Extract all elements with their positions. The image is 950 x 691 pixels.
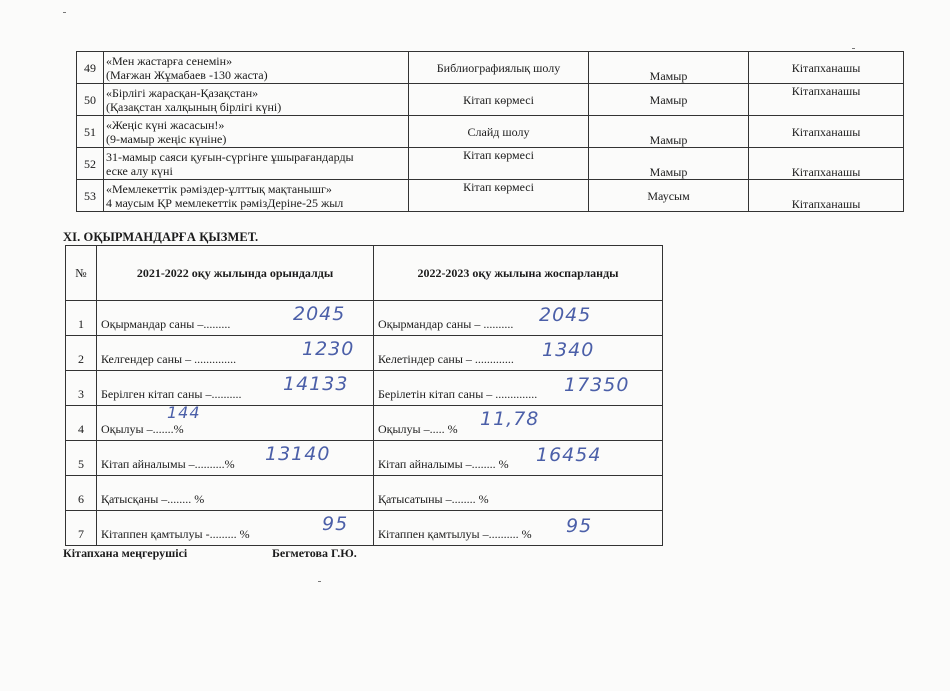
scan-speck (852, 48, 855, 49)
event-type: Слайд шолу (409, 116, 589, 148)
event-month: Маусым (589, 180, 749, 212)
handwritten-value: 95 (322, 513, 349, 535)
events-table (76, 51, 904, 212)
planned-cell (374, 511, 663, 546)
event-title: 31-мамыр саяси қуғын-сүргінге ұшырағандарды еске алу күні (104, 148, 409, 180)
planned-cell (374, 441, 663, 476)
handwritten-value: 1230 (302, 338, 355, 360)
done-label: Берілген кітап саны –.......... (101, 387, 242, 401)
reader-service-table (65, 245, 663, 546)
event-type: Кітап көрмесі (409, 84, 589, 116)
row-number: 49 (77, 52, 104, 84)
planned-label: Келетіндер саны – ............. (378, 352, 514, 366)
row-number: 50 (77, 84, 104, 116)
event-title: «Мен жастарға сенемін» (Мағжан Жұмабаев -130 жаста) (104, 52, 409, 84)
row-number: 52 (77, 148, 104, 180)
planned-cell (374, 301, 663, 336)
event-month: Мамыр (589, 116, 749, 148)
table-row (66, 371, 663, 406)
handwritten-value: 14133 (283, 373, 349, 395)
done-label: Кітап айналымы –..........% (101, 457, 235, 471)
event-month: Мамыр (589, 52, 749, 84)
column-header-planned: 2022-2023 оқу жылына жоспарланды (374, 246, 663, 301)
done-label: Оқырмандар саны –......... (101, 317, 231, 331)
row-number: 51 (77, 116, 104, 148)
scan-speck (63, 12, 66, 13)
row-number: 6 (66, 476, 97, 511)
done-cell (97, 403, 374, 441)
table-row (66, 476, 663, 511)
event-title: «Бірлігі жарасқан-Қазақстан» (Қазақстан халқының бірлігі күні) (104, 84, 409, 116)
handwritten-value: 144 (167, 403, 201, 422)
planned-cell (374, 476, 663, 511)
table-row (77, 116, 904, 148)
done-cell (97, 371, 374, 406)
column-header-done: 2021-2022 оқу жылында орындалды (97, 246, 374, 301)
table-row (77, 148, 904, 180)
handwritten-value: 2045 (293, 303, 346, 325)
event-type: Кітап көрмесі (409, 180, 589, 212)
table-row (66, 406, 663, 441)
column-header-number: № (66, 246, 97, 301)
handwritten-value: 11,78 (480, 408, 540, 430)
done-cell (97, 476, 374, 511)
planned-label: Кітаппен қамтылуы –.......... % (378, 527, 532, 541)
planned-label: Берілетін кітап саны – .............. (378, 387, 538, 401)
scan-speck (318, 581, 321, 582)
row-number: 3 (66, 371, 97, 406)
done-label: Кітаппен қамтылуы -......... % (101, 527, 250, 541)
section-title: XI. ОҚЫРМАНДАРҒА ҚЫЗМЕТ. (63, 230, 259, 244)
event-responsible: Кітапханашы (749, 148, 904, 180)
planned-label: Кітап айналымы –........ % (378, 457, 509, 471)
row-number: 4 (66, 406, 97, 441)
done-cell (97, 441, 374, 476)
event-type: Кітап көрмесі (409, 148, 589, 180)
row-number: 7 (66, 511, 97, 546)
done-cell (97, 336, 374, 371)
event-type: Библиографиялық шолу (409, 52, 589, 84)
table-row (66, 511, 663, 546)
planned-cell (374, 371, 663, 406)
planned-cell (374, 336, 663, 371)
row-number: 1 (66, 301, 97, 336)
event-responsible: Кітапханашы (749, 84, 904, 116)
handwritten-value: 16454 (536, 444, 602, 466)
row-number: 53 (77, 180, 104, 212)
planned-label: Оқырмандар саны – .......... (378, 317, 514, 331)
table-row (66, 301, 663, 336)
planned-cell (374, 406, 663, 441)
done-label: Келгендер саны – .............. (101, 352, 237, 366)
table-row (66, 441, 663, 476)
handwritten-value: 17350 (564, 374, 630, 396)
handwritten-value: 95 (566, 515, 593, 537)
planned-label: Қатысатыны –........ % (378, 492, 489, 506)
done-label: Қатысқаны –........ % (101, 492, 205, 506)
header-row (66, 246, 663, 301)
handwritten-value: 1340 (542, 339, 595, 361)
row-number: 5 (66, 441, 97, 476)
event-title: «Жеңіс күні жасасын!» (9-мамыр жеңіс күніне) (104, 116, 409, 148)
event-month: Мамыр (589, 148, 749, 180)
table-row (77, 180, 904, 212)
footer-name: Бегметова Г.Ю. (272, 546, 357, 560)
table-row (66, 336, 663, 371)
event-title: «Мемлекеттік рәміздер-ұлттық мақтанышг» 4 маусым ҚР мемлекеттік рәмізДеріне-25 жыл (104, 180, 409, 212)
done-label: Оқылуы –.......% (101, 422, 184, 436)
table-row (77, 84, 904, 116)
handwritten-value: 2045 (539, 304, 592, 326)
done-cell (97, 301, 374, 336)
event-responsible: Кітапханашы (749, 116, 904, 148)
footer-position: Кітапхана меңгерушісі (63, 546, 188, 560)
table-row (77, 52, 904, 84)
done-cell (97, 511, 374, 546)
planned-label: Оқылуы –..... % (378, 422, 458, 436)
handwritten-value: 13140 (265, 443, 331, 465)
event-responsible: Кітапханашы (749, 180, 904, 212)
row-number: 2 (66, 336, 97, 371)
event-responsible: Кітапханашы (749, 52, 904, 84)
event-month: Мамыр (589, 84, 749, 116)
